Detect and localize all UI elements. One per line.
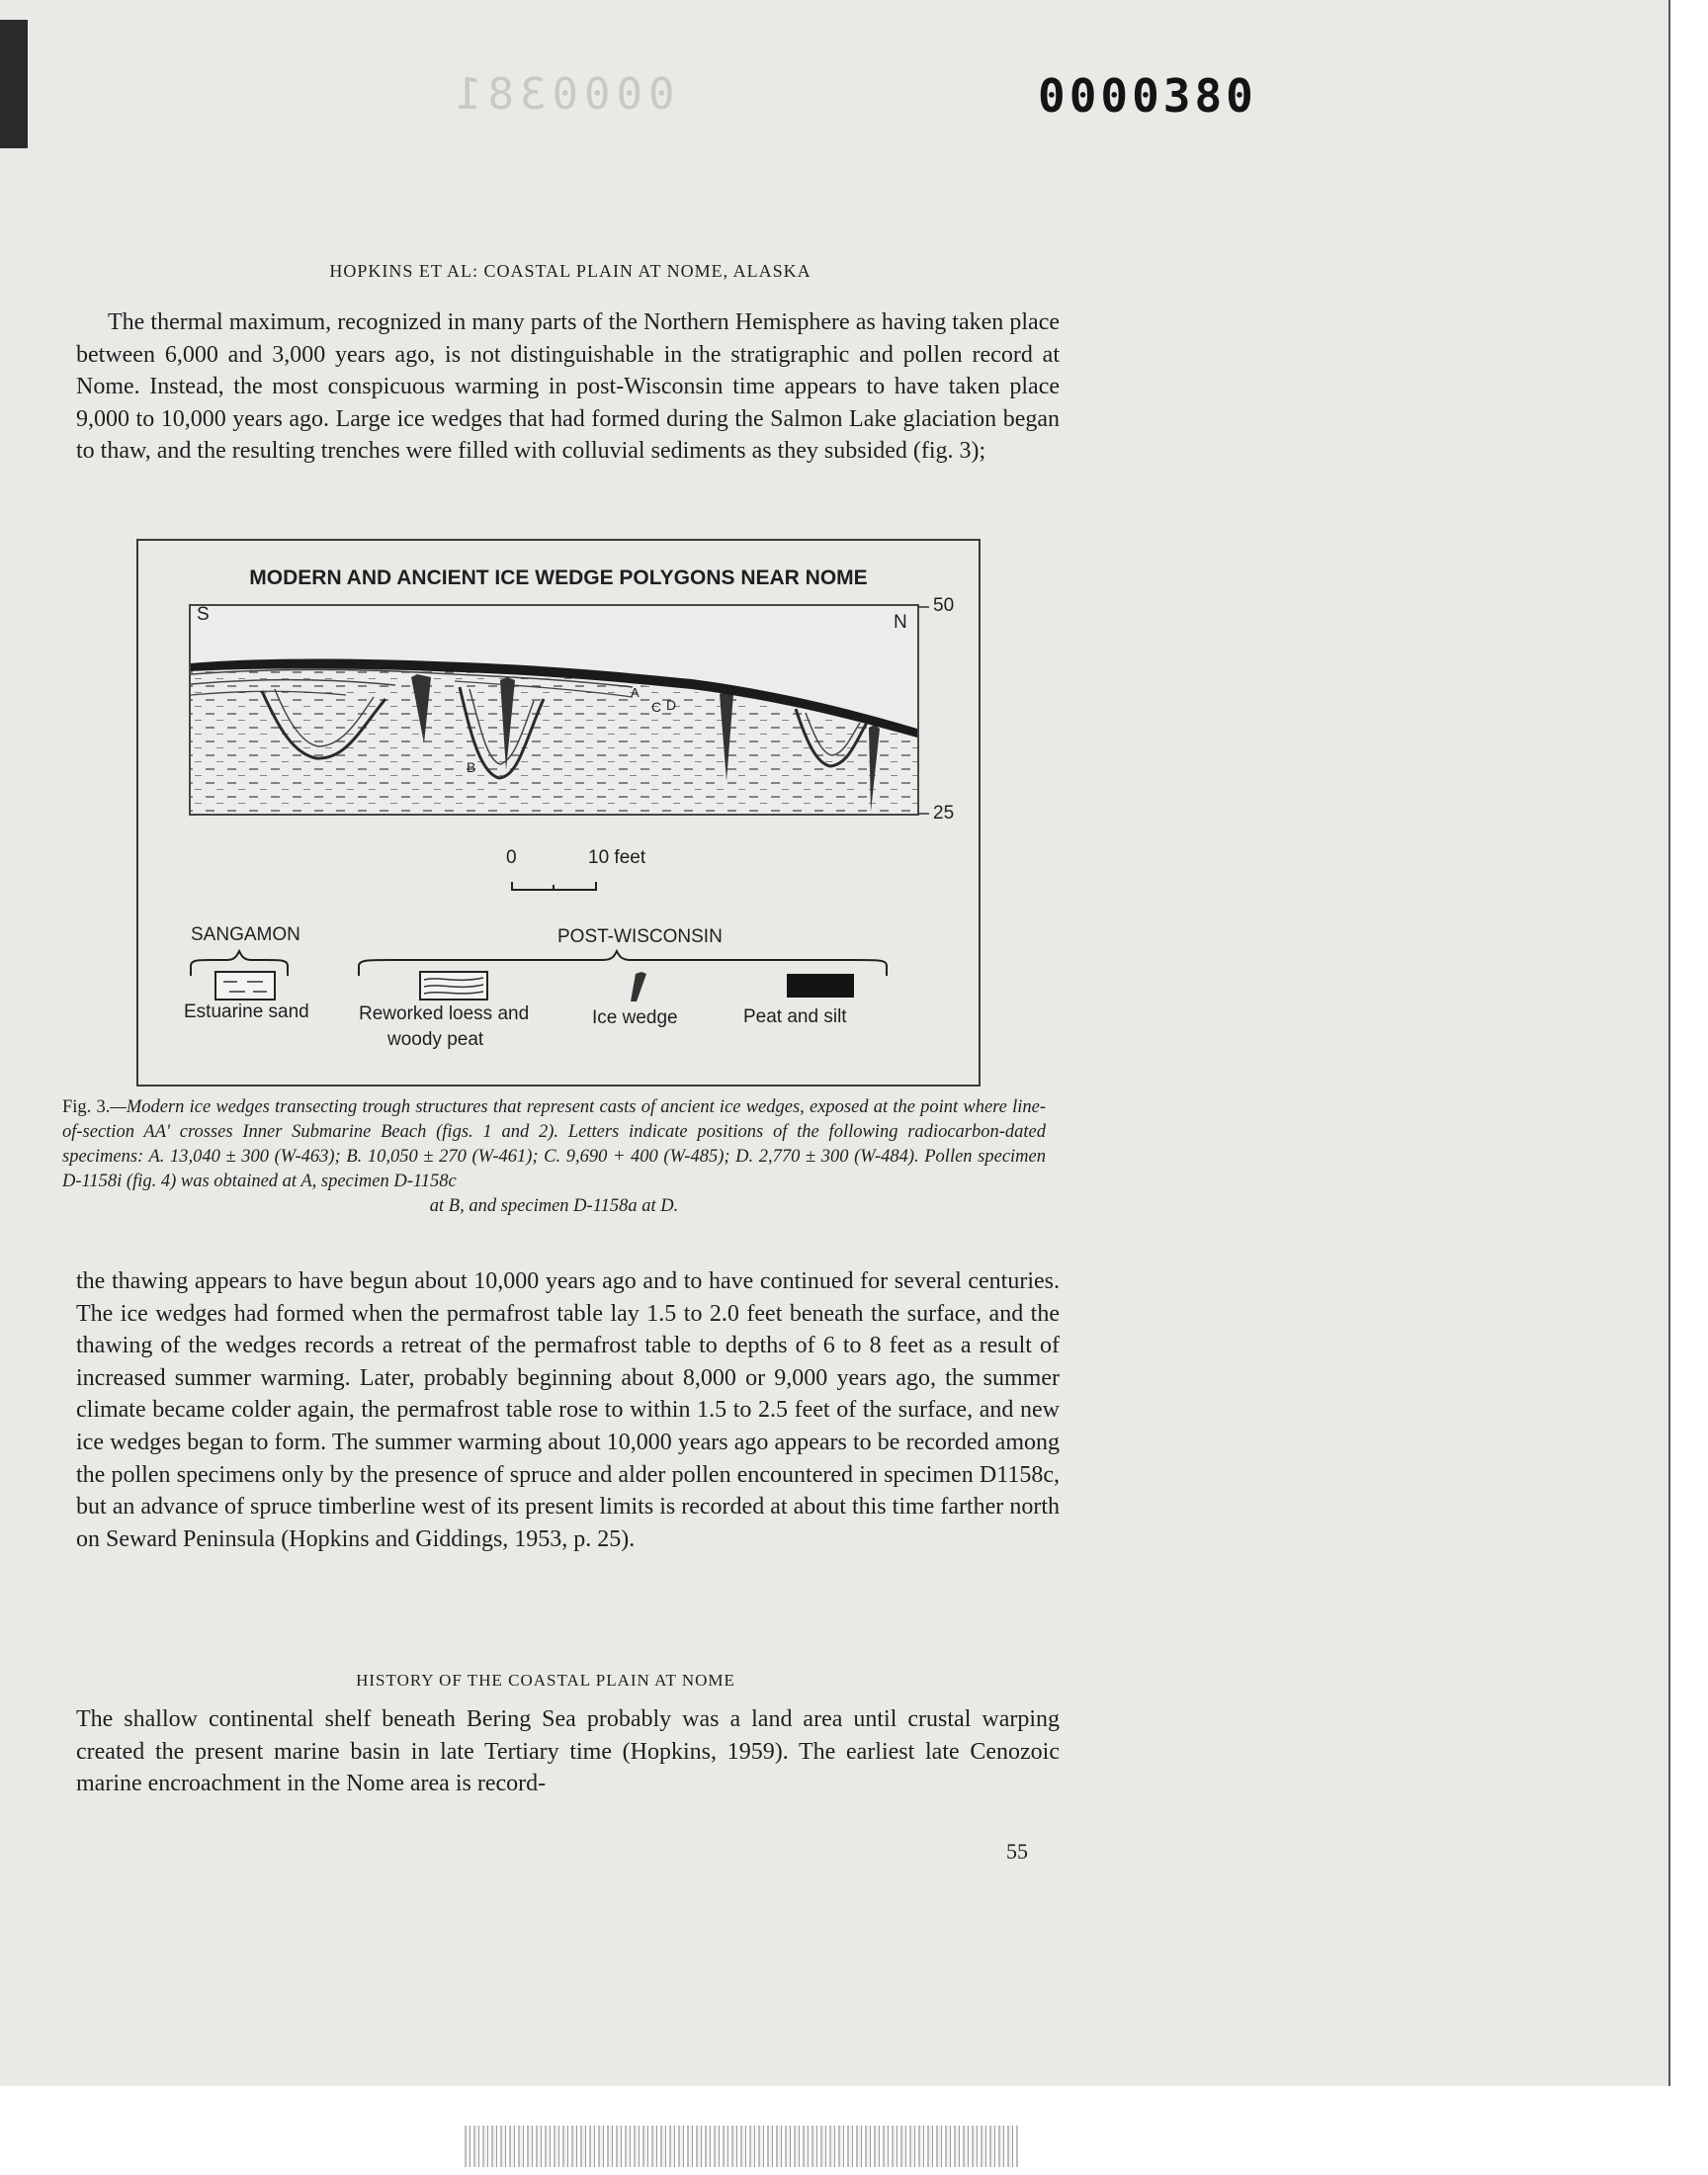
sample-letter-a: A <box>631 685 640 700</box>
mirrored-stamp-number: 0000381 <box>450 69 675 120</box>
legend-peat-silt-label: Peat and silt <box>743 1006 847 1027</box>
legend-ice-wedge-swatch <box>631 972 646 1001</box>
caption-last-line: at B, and specimen D-1158a at D. <box>429 1196 679 1216</box>
sample-letter-d: D <box>666 697 677 713</box>
scale-bar <box>512 882 596 890</box>
legend-peat-silt-swatch <box>787 974 854 998</box>
legend-ice-wedge-label: Ice wedge <box>592 1007 678 1028</box>
caption-text: —Modern ice wedges transecting trough structures that represent casts of ancient ice wedges, exposed at the point where line-of-section AA' crosses Inner Submarine Beach (figs. 1 and 2). Letters indicate positions of the following radiocarbon-dated specimens: A. 13,040 ± 300 (W-463); B. 10,050 ± 270 (W-461); C. 9,690 + 400 (W-485); D. 2,770 ± 300 (W-484). Pollen specimen D-1158i (fig. 4) was obtained at A, specimen D-1158c <box>62 1097 1046 1191</box>
elevation-top-label: 50 <box>933 595 955 616</box>
binding-shadow <box>0 20 28 148</box>
figure-title: MODERN AND ANCIENT ICE WEDGE POLYGONS NEAR NOME <box>249 566 868 589</box>
legend-reworked-loess-label-2: woody peat <box>387 1029 484 1050</box>
legend-reworked-loess-label: Reworked loess and <box>359 1003 530 1024</box>
paragraph-3: The shallow continental shelf beneath Bering Sea probably was a land area until crustal warping created the present marine basin in late Tertiary time (Hopkins, 1959). The earliest late Cenozoic marine encroachment in the Nome area is record- <box>76 1706 1060 1797</box>
direction-north-label: N <box>894 612 907 633</box>
scale-start-label: 0 <box>506 847 517 868</box>
scanner-edge-strip <box>465 2126 1018 2167</box>
elevation-bottom-label: 25 <box>933 803 955 824</box>
scale-end-label: 10 feet <box>588 847 646 868</box>
sangamon-label: SANGAMON <box>191 924 300 945</box>
stamp-number: 0000380 <box>1038 69 1257 123</box>
page-number: 55 <box>1006 1839 1028 1864</box>
paragraph-2: the thawing appears to have begun about 10,000 years ago and to have continued for several centuries. The ice wedges had formed when the permafrost table lay 1.5 to 2.0 feet beneath the surface, and the thawing of the wedges records a retreat of the permafrost table to depths of 6 to 8 feet as a result of increased summer warming. Later, probably beginning about 8,000 or 9,000 years ago, the summer climate became colder again, the permafrost table rose to within 1.5 to 2.5 feet of the surface, and new ice wedges began to form. The summer warming about 10,000 years ago appears to be recorded among the pollen specimens only by the presence of spruce and alder pollen encountered in specimen D1158c, but an advance of spruce timberline west of its present limits is recorded at about this time farther north on Seward Peninsula (Hopkins and Giddings, 1953, p. 25). <box>76 1268 1060 1552</box>
caption-figure-label: Fig. 3. <box>62 1097 111 1117</box>
section-heading: HISTORY OF THE COASTAL PLAIN AT NOME <box>356 1671 735 1690</box>
legend-estuarine-sand-swatch <box>215 972 275 1000</box>
sample-letter-c: C <box>651 699 662 715</box>
post-wisconsin-label: POST-WISCONSIN <box>557 926 723 947</box>
figure-caption <box>62 1095 1046 1219</box>
sample-letter-b: B <box>467 759 476 775</box>
figure-3 <box>136 539 981 1087</box>
direction-south-label: S <box>197 604 210 625</box>
paragraph-1: The thermal maximum, recognized in many parts of the Northern Hemisphere as having taken place between 6,000 and 3,000 years ago, is not distinguishable in the stratigraphic and pollen record at Nome. Instead, the most conspicuous warming in post-Wisconsin time appears to have taken place 9,000 to 10,000 years ago. Large ice wedges that had formed during the Salmon Lake glaciation began to thaw, and the resulting trenches were filled with colluvial sediments as they subsided (fig. 3); <box>76 309 1060 465</box>
legend-estuarine-sand-label: Estuarine sand <box>184 1001 309 1022</box>
running-head: HOPKINS ET AL: COASTAL PLAIN AT NOME, ALASKA <box>329 261 811 281</box>
